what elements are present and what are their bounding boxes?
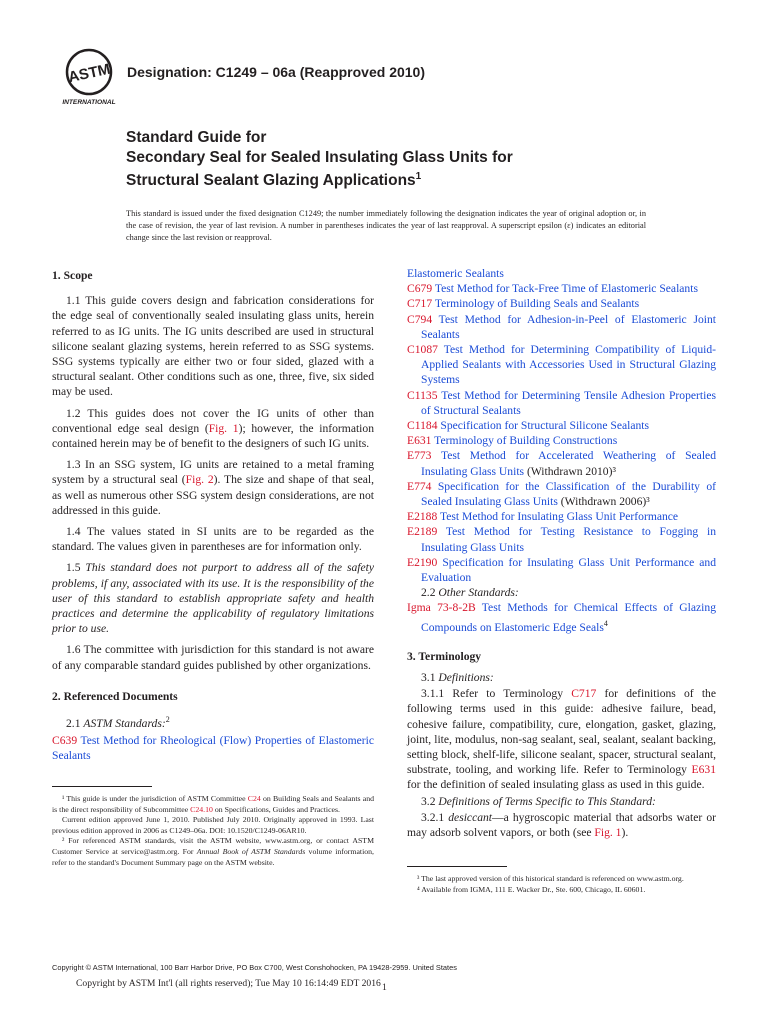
term-3-1-1: 3.1.1 Refer to Terminology C717 for definitions of the following terms used in this guide: adhesive failure, bead, cohesive failure, compatibility, cure, elongation, gasket, glazing, joint, lite, modulus, non-sag sealant, seal, sealant, sealant backing, setting block, shelf-life, silicone sealant, spacer, structural sealant, substrate, tooling, and working life. Refer to Terminology E631 for the definition of sealed insulating glass as used in this guide.	[407, 687, 716, 792]
scope-1-4: 1.4 The values stated in SI units are to be regarded as the standard. The values given in parentheses are for information only.	[52, 525, 374, 554]
ref-title: Terminology of Building Constructions	[431, 434, 618, 448]
fig1-link[interactable]: Fig. 1	[208, 421, 239, 435]
ref-title: Specification for Insulating Glass Unit Performance and Evaluation	[421, 555, 716, 585]
c717-link[interactable]: C717	[571, 687, 597, 701]
reference-item	[407, 479, 716, 509]
ref-code[interactable]: E2189	[407, 525, 438, 539]
fig1-link[interactable]: Fig. 1	[594, 825, 622, 839]
ref-title: Test Method for Accelerated Weathering of Sealed Insulating Glass Units	[421, 449, 716, 478]
ref-title: Specification for Structural Silicone Sealants	[437, 419, 650, 433]
copyright-notice: Copyright © ASTM International, 100 Barr Harbor Drive, PO Box C700, West Conshohocken, PA 19428-2959. United States	[52, 963, 457, 972]
title-line-3: Structural Sealant Glazing Applications$^1$	[126, 171, 422, 190]
ref-title: Test Method for Testing Resistance to Fogging in Insulating Glass Units	[421, 525, 716, 554]
ref-title: Test Method for Adhesion-in-Peel of Elastomeric Joint Sealants	[421, 312, 716, 341]
reference-item	[407, 509, 716, 524]
ref-code[interactable]: E2190	[407, 555, 438, 569]
astm-logo	[58, 46, 120, 108]
footnote-4: ⁴ Available from IGMA, 111 E. Wacker Dr., Ste. 600, Chicago, IL 60601.	[417, 884, 646, 894]
ref-title: Test Method for Tack-Free Time of Elastomeric Sealants	[432, 282, 698, 296]
ref-title: Specification for the Classification of the Durability of Sealed Insulating Glass Units	[421, 479, 716, 509]
ref-code[interactable]: E773	[407, 449, 432, 463]
reference-item	[407, 296, 716, 311]
reference-item	[407, 433, 716, 448]
svg-text:ASTM: ASTM	[66, 60, 112, 87]
ref-code[interactable]: C679	[407, 282, 433, 296]
footnote-2: ² For referenced ASTM standards, visit the ASTM website, www.astm.org, or contact ASTM Customer Service at service@astm.org. For Annual Book of ASTM Standards volume information, refer to the standard's Document Summary page on the ASTM website.	[52, 836, 375, 867]
reference-item	[407, 281, 716, 296]
ref-code[interactable]: C794	[407, 312, 433, 326]
ref-title: Test Method for Insulating Glass Unit Performance	[437, 510, 679, 524]
ref-note: (Withdrawn 2006)³	[557, 495, 650, 509]
ref-note: (Withdrawn 2010)³	[524, 464, 616, 478]
issuance-notice: This standard is issued under the fixed designation C1249; the number immediately following the designation indicates the year of original adoption or, in the case of revision, the year of last revision. A number in parentheses indicates the year of last reapproval. A superscript epsilon (ε) indicates an editorial change since the last revision or reapproval.	[126, 209, 646, 242]
scope-1-1: 1.1 This guide covers design and fabrication considerations for the edge seal of conventionally sealed insulating glass units, herein referred to as IG units. The IG units described are used in structural silicone sealant glazing systems, herein referred to as SSG systems. SSG systems typically are either two or four sided, glazed with a structural sealant. Other conditions such as one, three, five, six sided may be used.	[52, 294, 374, 399]
ref-title: Test Method for Determining Tensile Adhesion Properties of Structural Sealants	[421, 388, 716, 417]
page-number: 1	[382, 982, 387, 993]
reference-item	[407, 388, 716, 418]
ref-code[interactable]: E631	[407, 434, 432, 448]
footnote-1: ¹ This guide is under the jurisdiction of ASTM Committee C24 on Building Seals and Sealants and is the direct responsibility of Subcommittee C24.10 on Specifications, Guides and Practices.	[52, 794, 374, 814]
title-line-1: Standard Guide for	[126, 129, 267, 146]
ref-c639-continued: Elastomeric Sealants	[407, 267, 504, 280]
e631-link[interactable]: E631	[691, 763, 716, 777]
astm-standards-label: 2.1 ASTM Standards:$^2$	[66, 715, 170, 730]
ref-code[interactable]: E774	[407, 479, 432, 493]
left-footnotes	[52, 786, 374, 868]
svg-text:INTERNATIONAL: INTERNATIONAL	[62, 99, 116, 106]
footnote-1-edition: Current edition approved June 1, 2010. Published July 2010. Originally approved in 1993. Last previous edition approved in 2006 as C1249–06a. DOI: 10.1520/C1249-06AR10.	[52, 815, 374, 835]
term-3-2: 3.2 Definitions of Terms Specific to This Standard:	[421, 794, 656, 808]
term-3-2-1: 3.2.1 desiccant—a hygroscopic material that adsorbs water or may adsorb solvent vapors, or both (see Fig. 1).	[407, 810, 716, 839]
license-stamp: Copyright by ASTM Int'l (all rights reserved); Tue May 10 16:14:49 EDT 2016	[76, 978, 381, 989]
scope-1-6: 1.6 The committee with jurisdiction for this standard is not aware of any comparable standard guides published by other organizations.	[52, 643, 374, 672]
ref-code[interactable]: E2188	[407, 510, 438, 524]
right-column	[407, 266, 716, 846]
ref-code[interactable]: C717	[407, 297, 433, 311]
reference-item	[407, 524, 716, 554]
ref-code[interactable]: C1135	[407, 388, 438, 402]
ref-code[interactable]: C1184	[407, 419, 438, 433]
footnote-rule	[52, 786, 152, 787]
reference-item	[407, 418, 716, 433]
left-column	[52, 268, 374, 764]
footnote-rule	[407, 866, 507, 867]
document-title	[126, 128, 686, 191]
reference-item	[407, 342, 716, 388]
reference-item	[407, 312, 716, 342]
reference-item	[407, 448, 716, 478]
reference-list	[407, 266, 716, 585]
ref-title: Test Method for Determining Compatibility of Liquid-Applied Sealants with Accessories Used in Structural Glazing Systems	[421, 343, 716, 387]
designation: Designation: C1249 – 06a (Reapproved 2010)	[127, 64, 426, 80]
ref-code[interactable]: C1087	[407, 343, 438, 357]
ref-c639: C639 Test Method for Rheological (Flow) Properties of Elastomeric Sealants	[52, 734, 374, 763]
scope-1-3: 1.3 In an SSG system, IG units are retained to a metal framing system by a structural seal (Fig. 2). The size and shape of that seal, as well as numerous other SSG system design considerations, are not addressed in this guide.	[52, 458, 375, 517]
refdocs-heading: 2. Referenced Documents	[52, 689, 178, 703]
scope-heading: 1. Scope	[52, 269, 93, 282]
ref-code[interactable]: C639	[52, 734, 78, 748]
ref-igma: Igma 73-8-2B Test Methods for Chemical Effects of Glazing Compounds on Elastomeric Edge Seals$^4$	[407, 601, 716, 634]
right-footnotes	[407, 866, 716, 895]
footnote-3: ³ The last approved version of this historical standard is referenced on www.astm.org.	[417, 874, 684, 883]
other-standards-label: 2.2 Other Standards:	[421, 586, 519, 600]
fig2-link[interactable]: Fig. 2	[185, 473, 214, 487]
term-3-1: 3.1 Definitions:	[421, 670, 494, 684]
title-line-2: Secondary Seal for Sealed Insulating Glass Units for	[126, 148, 513, 166]
reference-item	[407, 555, 716, 585]
scope-1-2: 1.2 This guides does not cover the IG units of other than conventional edge seal design (Fig. 1); however, the information contained herein may be of benefit to the designers of such IG units.	[52, 406, 374, 451]
ref-title: Terminology of Building Seals and Sealants	[432, 297, 640, 311]
ref-code[interactable]: Igma 73-8-2B	[407, 601, 476, 615]
terminology-heading: 3. Terminology	[407, 649, 482, 663]
scope-1-5: 1.5 This standard does not purport to address all of the safety problems, if any, associated with its use. It is the responsibility of the user of this standard to establish appropriate safety and health practices and determine the applicability of regulatory limitations prior to use.	[52, 561, 375, 636]
